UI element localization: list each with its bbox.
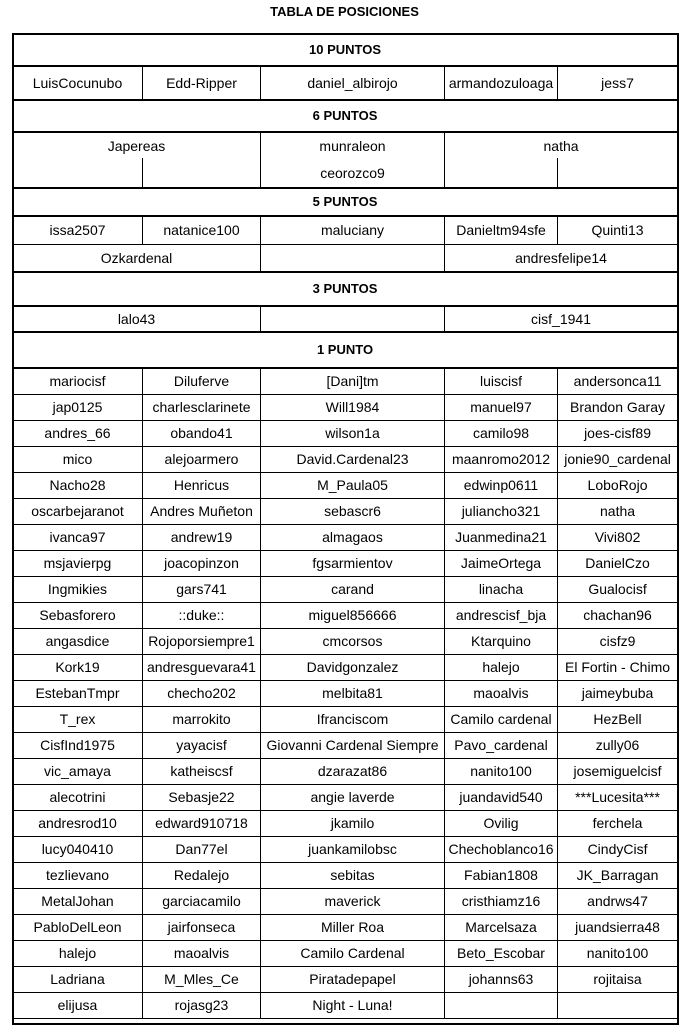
player-cell: andrew19 — [143, 524, 261, 550]
player-cell: maverick — [261, 888, 445, 914]
table-row — [13, 758, 678, 784]
player-cell: angasdice — [13, 628, 143, 654]
player-cell: juliancho321 — [445, 498, 558, 524]
player-cell: LoboRojo — [558, 472, 678, 498]
player-cell: edwinp0611 — [445, 472, 558, 498]
table-row — [13, 420, 678, 446]
player-cell: Ozkardenal — [13, 244, 261, 272]
player-cell: Night - Luna! — [261, 992, 445, 1018]
player-cell: munraleon — [261, 132, 445, 158]
table-row — [13, 784, 678, 810]
player-cell: ferchela — [558, 810, 678, 836]
player-cell: Juanmedina21 — [445, 524, 558, 550]
player-cell: sebascr6 — [261, 498, 445, 524]
player-cell: andersonca11 — [558, 368, 678, 394]
player-cell — [445, 992, 558, 1018]
player-cell: Chechoblanco16 — [445, 836, 558, 862]
section-header: 6 PUNTOS — [13, 100, 678, 132]
player-cell: natanice100 — [143, 216, 261, 244]
page-title: TABLA DE POSICIONES — [270, 4, 419, 19]
player-cell: andrws47 — [558, 888, 678, 914]
table-row — [13, 602, 678, 628]
player-cell: ***Lucesita*** — [558, 784, 678, 810]
player-cell: wilson1a — [261, 420, 445, 446]
player-cell: obando41 — [143, 420, 261, 446]
player-cell: oscarbejaranot — [13, 498, 143, 524]
empty-cell — [143, 158, 261, 188]
player-cell: melbita81 — [261, 680, 445, 706]
player-cell: Davidgonzalez — [261, 654, 445, 680]
player-cell: Kork19 — [13, 654, 143, 680]
table-row — [13, 576, 678, 602]
player-cell: Edd-Ripper — [143, 66, 261, 100]
player-cell: jap0125 — [13, 394, 143, 420]
table-row — [13, 810, 678, 836]
player-cell: maoalvis — [445, 680, 558, 706]
player-cell: mico — [13, 446, 143, 472]
player-cell: jaimeybuba — [558, 680, 678, 706]
player-cell: andresfelipe14 — [445, 244, 678, 272]
table-row — [13, 966, 678, 992]
empty-cell — [445, 158, 558, 188]
standings-table — [12, 33, 678, 1019]
table-row — [13, 524, 678, 550]
table-row — [13, 394, 678, 420]
player-cell: Gualocisf — [558, 576, 678, 602]
player-cell: jess7 — [558, 66, 678, 100]
player-cell: lucy040410 — [13, 836, 143, 862]
section-header-row — [13, 272, 678, 306]
empty-cell — [261, 306, 445, 332]
table-row — [13, 498, 678, 524]
player-cell: alecotrini — [13, 784, 143, 810]
player-cell: cisf_1941 — [445, 306, 678, 332]
player-cell: gars741 — [143, 576, 261, 602]
player-cell: nanito100 — [558, 940, 678, 966]
player-cell: Ladriana — [13, 966, 143, 992]
section-header: 5 PUNTOS — [13, 188, 678, 216]
player-cell: rojasg23 — [143, 992, 261, 1018]
section-header-row — [13, 188, 678, 216]
player-cell: David.Cardenal23 — [261, 446, 445, 472]
player-cell: armandozuloaga — [445, 66, 558, 100]
player-cell: Ingmikies — [13, 576, 143, 602]
player-cell: Diluferve — [143, 368, 261, 394]
section-header: 3 PUNTOS — [13, 272, 678, 306]
player-cell: Sebasje22 — [143, 784, 261, 810]
table-row — [13, 888, 678, 914]
player-cell: lalo43 — [13, 306, 261, 332]
player-cell: EstebanTmpr — [13, 680, 143, 706]
player-cell: Ifranciscom — [261, 706, 445, 732]
table-row — [13, 862, 678, 888]
player-cell: andres_66 — [13, 420, 143, 446]
player-cell: yayacisf — [143, 732, 261, 758]
player-cell: Japereas — [13, 132, 261, 158]
section-header-row — [13, 100, 678, 132]
player-cell: msjavierpg — [13, 550, 143, 576]
table-row — [13, 914, 678, 940]
player-cell: mariocisf — [13, 368, 143, 394]
player-cell: almagaos — [261, 524, 445, 550]
player-cell: maanromo2012 — [445, 446, 558, 472]
player-cell: CindyCisf — [558, 836, 678, 862]
player-cell: joes-cisf89 — [558, 420, 678, 446]
player-cell: Brandon Garay — [558, 394, 678, 420]
empty-cell — [261, 244, 445, 272]
player-cell: halejo — [445, 654, 558, 680]
player-cell: halejo — [13, 940, 143, 966]
player-cell: Will1984 — [261, 394, 445, 420]
player-cell: Quinti13 — [558, 216, 678, 244]
section-header: 10 PUNTOS — [13, 34, 678, 66]
player-cell: Dan77el — [143, 836, 261, 862]
player-cell: Andres Muñeton — [143, 498, 261, 524]
table-row — [13, 158, 678, 188]
player-cell: Rojoporsiempre1 — [143, 628, 261, 654]
table-row — [13, 446, 678, 472]
player-cell: angie laverde — [261, 784, 445, 810]
player-cell: Sebasforero — [13, 602, 143, 628]
table-row — [13, 940, 678, 966]
table-row — [13, 706, 678, 732]
table-row — [13, 680, 678, 706]
player-cell: linacha — [445, 576, 558, 602]
player-cell: johanns63 — [445, 966, 558, 992]
player-cell: Fabian1808 — [445, 862, 558, 888]
player-cell: elijusa — [13, 992, 143, 1018]
player-cell: natha — [558, 498, 678, 524]
player-cell: katheiscsf — [143, 758, 261, 784]
player-cell: JaimeOrtega — [445, 550, 558, 576]
player-cell: ::duke:: — [143, 602, 261, 628]
player-cell: Nacho28 — [13, 472, 143, 498]
table-row — [13, 732, 678, 758]
player-cell: jkamilo — [261, 810, 445, 836]
empty-cell — [13, 158, 143, 188]
table-row — [13, 992, 678, 1018]
player-cell: miguel856666 — [261, 602, 445, 628]
player-cell: jairfonseca — [143, 914, 261, 940]
player-cell: Beto_Escobar — [445, 940, 558, 966]
player-cell: juandavid540 — [445, 784, 558, 810]
player-cell: El Fortin - Chimo — [558, 654, 678, 680]
player-cell: joacopinzon — [143, 550, 261, 576]
player-cell: CisfInd1975 — [13, 732, 143, 758]
player-cell: Camilo cardenal — [445, 706, 558, 732]
table-row — [13, 550, 678, 576]
player-cell: M_Mles_Ce — [143, 966, 261, 992]
section-header: 1 PUNTO — [13, 332, 678, 368]
table-row — [13, 216, 678, 244]
player-cell: Ovilig — [445, 810, 558, 836]
player-cell: natha — [445, 132, 678, 158]
player-cell: [Dani]tm — [261, 368, 445, 394]
player-cell: garciacamilo — [143, 888, 261, 914]
empty-cell — [558, 158, 678, 188]
player-cell: sebitas — [261, 862, 445, 888]
player-cell: JK_Barragan — [558, 862, 678, 888]
player-cell: juankamilobsc — [261, 836, 445, 862]
player-cell: checho202 — [143, 680, 261, 706]
player-cell: rojitaisa — [558, 966, 678, 992]
player-cell: ivanca97 — [13, 524, 143, 550]
player-cell: LuisCocunubo — [13, 66, 143, 100]
player-cell: tezlievano — [13, 862, 143, 888]
table-row — [13, 472, 678, 498]
player-cell: juandsierra48 — [558, 914, 678, 940]
player-cell: cristhiamz16 — [445, 888, 558, 914]
player-cell: maoalvis — [143, 940, 261, 966]
player-cell: andresrod10 — [13, 810, 143, 836]
player-cell: fgsarmientov — [261, 550, 445, 576]
table-row — [13, 368, 678, 394]
player-cell: zully06 — [558, 732, 678, 758]
player-cell: HezBell — [558, 706, 678, 732]
player-cell: Giovanni Cardenal Siempre — [261, 732, 445, 758]
player-cell: cisfz9 — [558, 628, 678, 654]
player-cell: Piratadepapel — [261, 966, 445, 992]
player-cell: MetalJohan — [13, 888, 143, 914]
table-row — [13, 244, 678, 272]
player-cell: luiscisf — [445, 368, 558, 394]
player-cell: maluciany — [261, 216, 445, 244]
player-cell: edward910718 — [143, 810, 261, 836]
table-row — [13, 628, 678, 654]
player-cell: camilo98 — [445, 420, 558, 446]
player-cell — [558, 992, 678, 1018]
player-cell: Ktarquino — [445, 628, 558, 654]
table-row — [13, 66, 678, 100]
player-cell: vic_amaya — [13, 758, 143, 784]
player-cell: cmcorsos — [261, 628, 445, 654]
player-cell: DanielCzo — [558, 550, 678, 576]
player-cell: marrokito — [143, 706, 261, 732]
player-cell: T_rex — [13, 706, 143, 732]
player-cell: carand — [261, 576, 445, 602]
player-cell: jonie90_cardenal — [558, 446, 678, 472]
player-cell: dzarazat86 — [261, 758, 445, 784]
player-cell: manuel97 — [445, 394, 558, 420]
player-cell: Redalejo — [143, 862, 261, 888]
player-cell: andrescisf_bja — [445, 602, 558, 628]
player-cell: Marcelsaza — [445, 914, 558, 940]
player-cell: andresguevara41 — [143, 654, 261, 680]
table-row — [13, 654, 678, 680]
table-row — [13, 836, 678, 862]
player-cell: charlesclarinete — [143, 394, 261, 420]
player-cell: Henricus — [143, 472, 261, 498]
section-header-row — [13, 34, 678, 66]
player-cell: Danieltm94sfe — [445, 216, 558, 244]
player-cell: alejoarmero — [143, 446, 261, 472]
table-row — [13, 306, 678, 332]
player-cell: daniel_albirojo — [261, 66, 445, 100]
table-row — [13, 132, 678, 158]
section-header-row — [13, 332, 678, 368]
player-cell: M_Paula05 — [261, 472, 445, 498]
player-cell: nanito100 — [445, 758, 558, 784]
player-cell: Camilo Cardenal — [261, 940, 445, 966]
player-cell: issa2507 — [13, 216, 143, 244]
player-cell: josemiguelcisf — [558, 758, 678, 784]
player-cell: ceorozco9 — [261, 158, 445, 188]
player-cell: chachan96 — [558, 602, 678, 628]
player-cell: PabloDelLeon — [13, 914, 143, 940]
player-cell: Vivi802 — [558, 524, 678, 550]
player-cell: Pavo_cardenal — [445, 732, 558, 758]
player-cell: Miller Roa — [261, 914, 445, 940]
